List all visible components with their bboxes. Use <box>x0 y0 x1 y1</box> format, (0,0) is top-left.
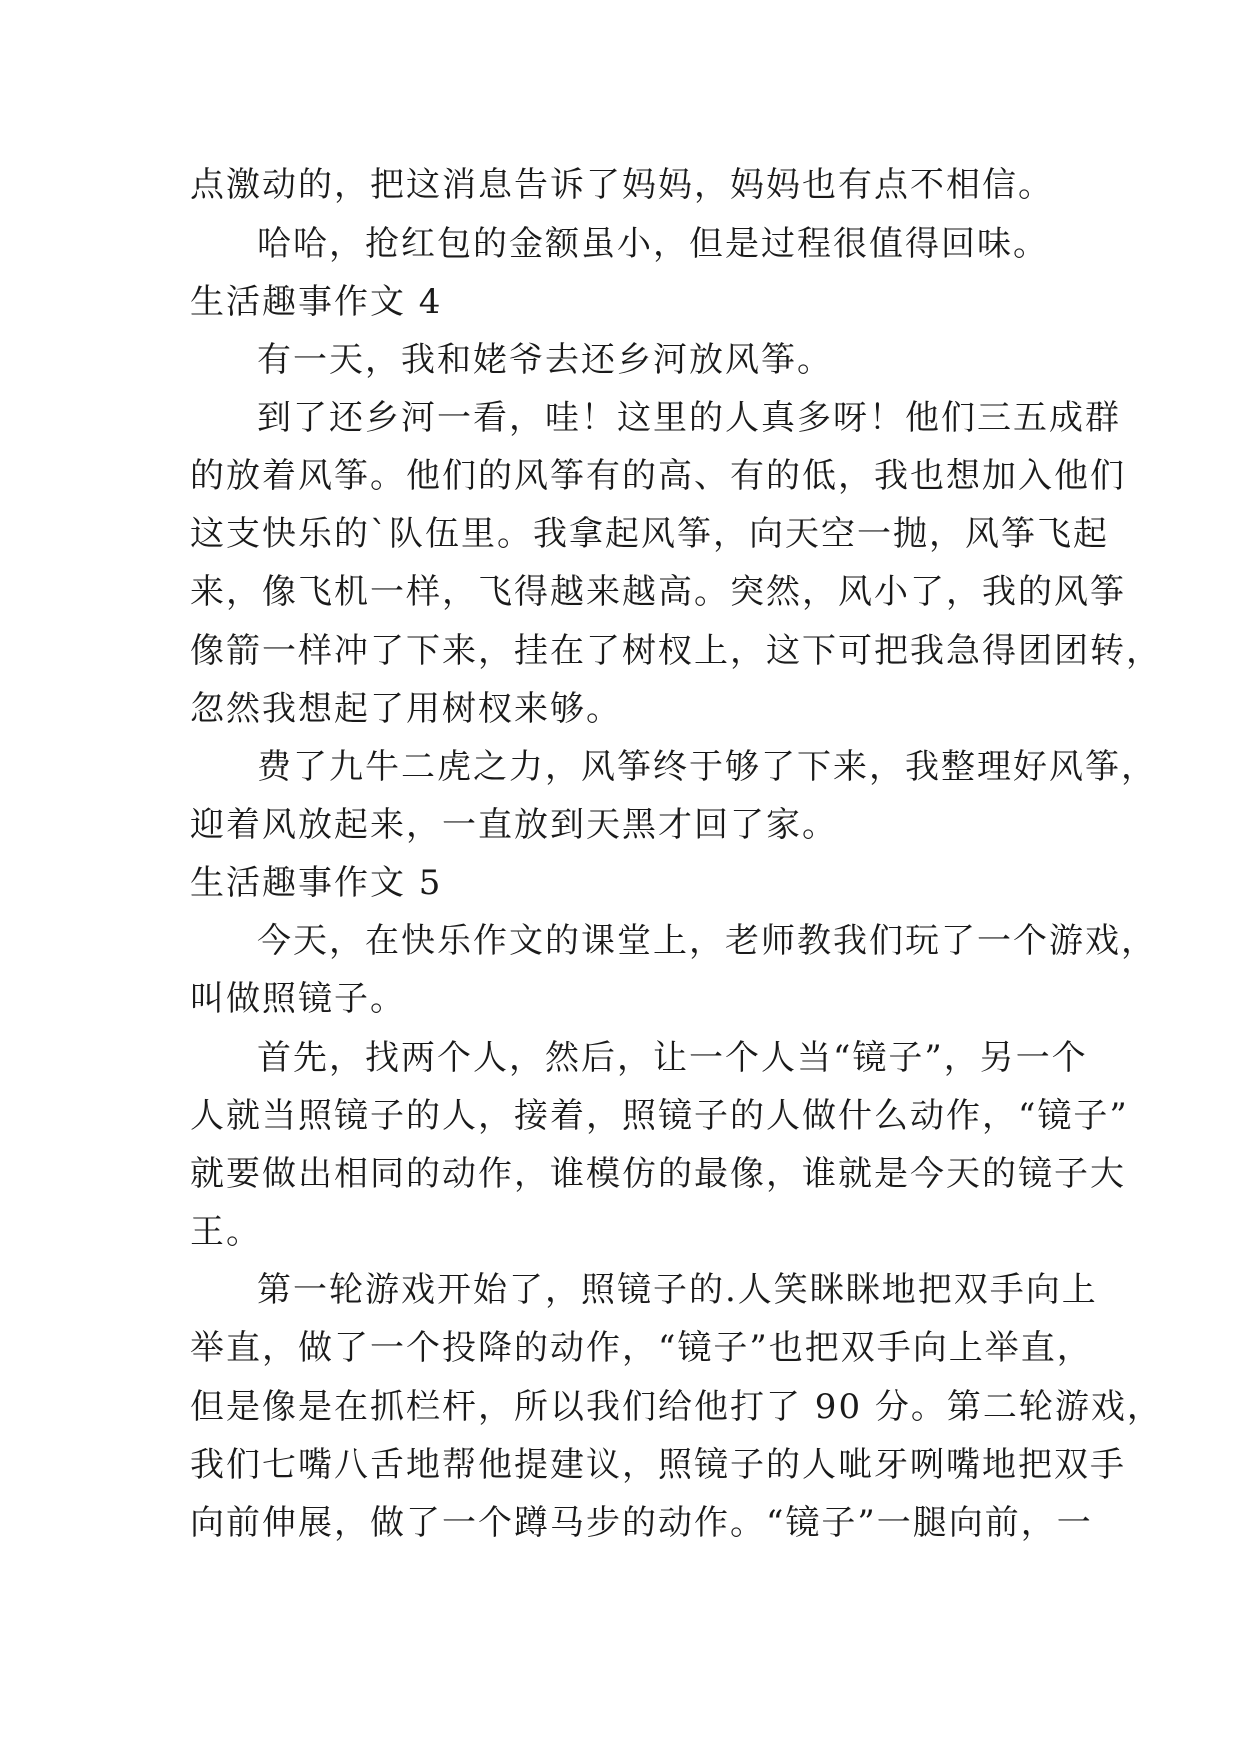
paragraph-line: 举直，做了一个投降的动作，“镜子”也把双手向上举直， <box>190 1328 1093 1368</box>
section-heading: 生活趣事作文 5 <box>190 863 443 903</box>
paragraph-line: 首先，找两个人，然后，让一个人当“镜子”，另一个 <box>257 1038 1088 1078</box>
paragraph-line: 费了九牛二虎之力，风筝终于够了下来，我整理好风筝， <box>257 747 1157 787</box>
paragraph-line: 迎着风放起来，一直放到天黑才回了家。 <box>190 805 838 845</box>
paragraph-line: 就要做出相同的动作，谁模仿的最像，谁就是今天的镜子大 <box>190 1154 1126 1194</box>
paragraph-line: 但是像是在抓栏杆，所以我们给他打了 90 分。第二轮游戏， <box>190 1387 1163 1427</box>
paragraph-line: 这支快乐的`队伍里。我拿起风筝，向天空一抛，风筝飞起 <box>190 514 1109 554</box>
paragraph-line: 到了还乡河一看，哇！这里的人真多呀！他们三五成群 <box>257 398 1121 438</box>
paragraph-line: 的放着风筝。他们的风筝有的高、有的低，我也想加入他们 <box>190 456 1126 496</box>
paragraph-line: 第一轮游戏开始了，照镜子的.人笑眯眯地把双手向上 <box>257 1270 1098 1310</box>
paragraph-line: 叫做照镜子。 <box>190 979 406 1019</box>
paragraph-line: 人就当照镜子的人，接着，照镜子的人做什么动作，“镜子” <box>190 1096 1129 1136</box>
section-heading: 生活趣事作文 4 <box>190 282 443 322</box>
paragraph-line: 点激动的，把这消息告诉了妈妈，妈妈也有点不相信。 <box>190 165 1054 205</box>
paragraph-line: 我们七嘴八舌地帮他提建议，照镜子的人呲牙咧嘴地把双手 <box>190 1445 1126 1485</box>
paragraph-line: 忽然我想起了用树杈来够。 <box>190 689 622 729</box>
paragraph-line: 哈哈，抢红包的金额虽小，但是过程很值得回味。 <box>257 224 1049 264</box>
paragraph-line: 有一天，我和姥爷去还乡河放风筝。 <box>257 340 833 380</box>
paragraph-line: 向前伸展，做了一个蹲马步的动作。“镜子”一腿向前，一 <box>190 1503 1093 1543</box>
paragraph-line: 今天，在快乐作文的课堂上，老师教我们玩了一个游戏， <box>257 921 1157 961</box>
paragraph-line: 像箭一样冲了下来，挂在了树杈上，这下可把我急得团团转， <box>190 631 1162 671</box>
paragraph-line: 王。 <box>190 1212 262 1252</box>
paragraph-line: 来，像飞机一样，飞得越来越高。突然，风小了，我的风筝 <box>190 572 1126 612</box>
